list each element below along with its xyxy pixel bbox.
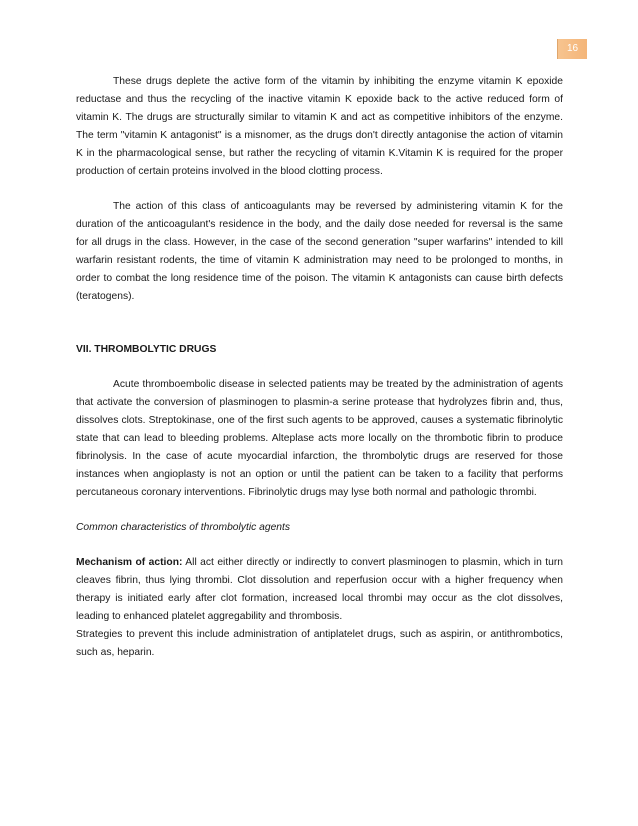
paragraph-reversal: The action of this class of anticoagulants may be reversed by administering vitamin K for the duration of the anticoagulant's residence in the body, and the daily dose needed for reversal is the same for all drugs in the class. However, in the case of the second generation "super warfarins" intended to kill warfarin resistant rodents, the time of vitamin K administration may need to be prolonged to months, in order to combat the long residence time of the poison. The vitamin K antagonists can cause birth defects (teratogens). [76,201,563,302]
mechanism-label: Mechanism of action: [76,557,183,568]
mechanism-text: All act either directly or indirectly to convert plasminogen to plasmin, which in turn cleaves fibrin, thus lying thrombi. Clot dissolution and reperfusion occur with a higher frequency when therapy is initiated early after clot formation, increased local thrombi may occur as the clot dissolves, leading to enhanced platelet aggregability and thrombosis. [76,557,563,622]
paragraph-strategies: Strategies to prevent this include administration of antiplatelet drugs, such as aspirin, or antithrombotics, such as, heparin. [76,629,563,658]
paragraph-thrombolytic-intro: Acute thromboembolic disease in selected patients may be treated by the administration of agents that activate the conversion of plasminogen to plasmin-a serine protease that hydrolyzes fibrin and, thus, dissolves clots. Streptokinase, one of the first such agents to be approved, causes a systematic fibrinolytic state that can lead to bleeding problems. Alteplase acts more locally on the thrombotic fibrin to produce fibrinolysis. In the case of acute myocardial infarction, the thrombolytic drugs are reserved for those instances when angioplasty is not an option or until the patient can be taken to a facility that performs percutaneous coronary interventions. Fibrinolytic drugs may lyse both normal and pathologic thrombi. [76,379,563,498]
document-body [76,73,563,662]
paragraph-mechanism [76,554,563,626]
page-number: 16 [557,39,587,59]
paragraph-vitamin-k-inhibition: These drugs deplete the active form of the vitamin by inhibiting the enzyme vitamin K epoxide reductase and thus the recycling of the inactive vitamin K epoxide back to the active reduced form of vitamin K. The drugs are structurally similar to vitamin K and act as competitive inhibitors of the enzyme. The term "vitamin K antagonist" is a misnomer, as the drugs don't directly antagonise the action of vitamin K in the pharmacological sense, but rather the recycling of vitamin K.Vitamin K is required for the proper production of certain proteins involved in the blood clotting process. [76,76,563,177]
subsection-heading: Common characteristics of thrombolytic agents [76,522,291,533]
section-heading: VII. THROMBOLYTIC DRUGS [76,344,217,355]
